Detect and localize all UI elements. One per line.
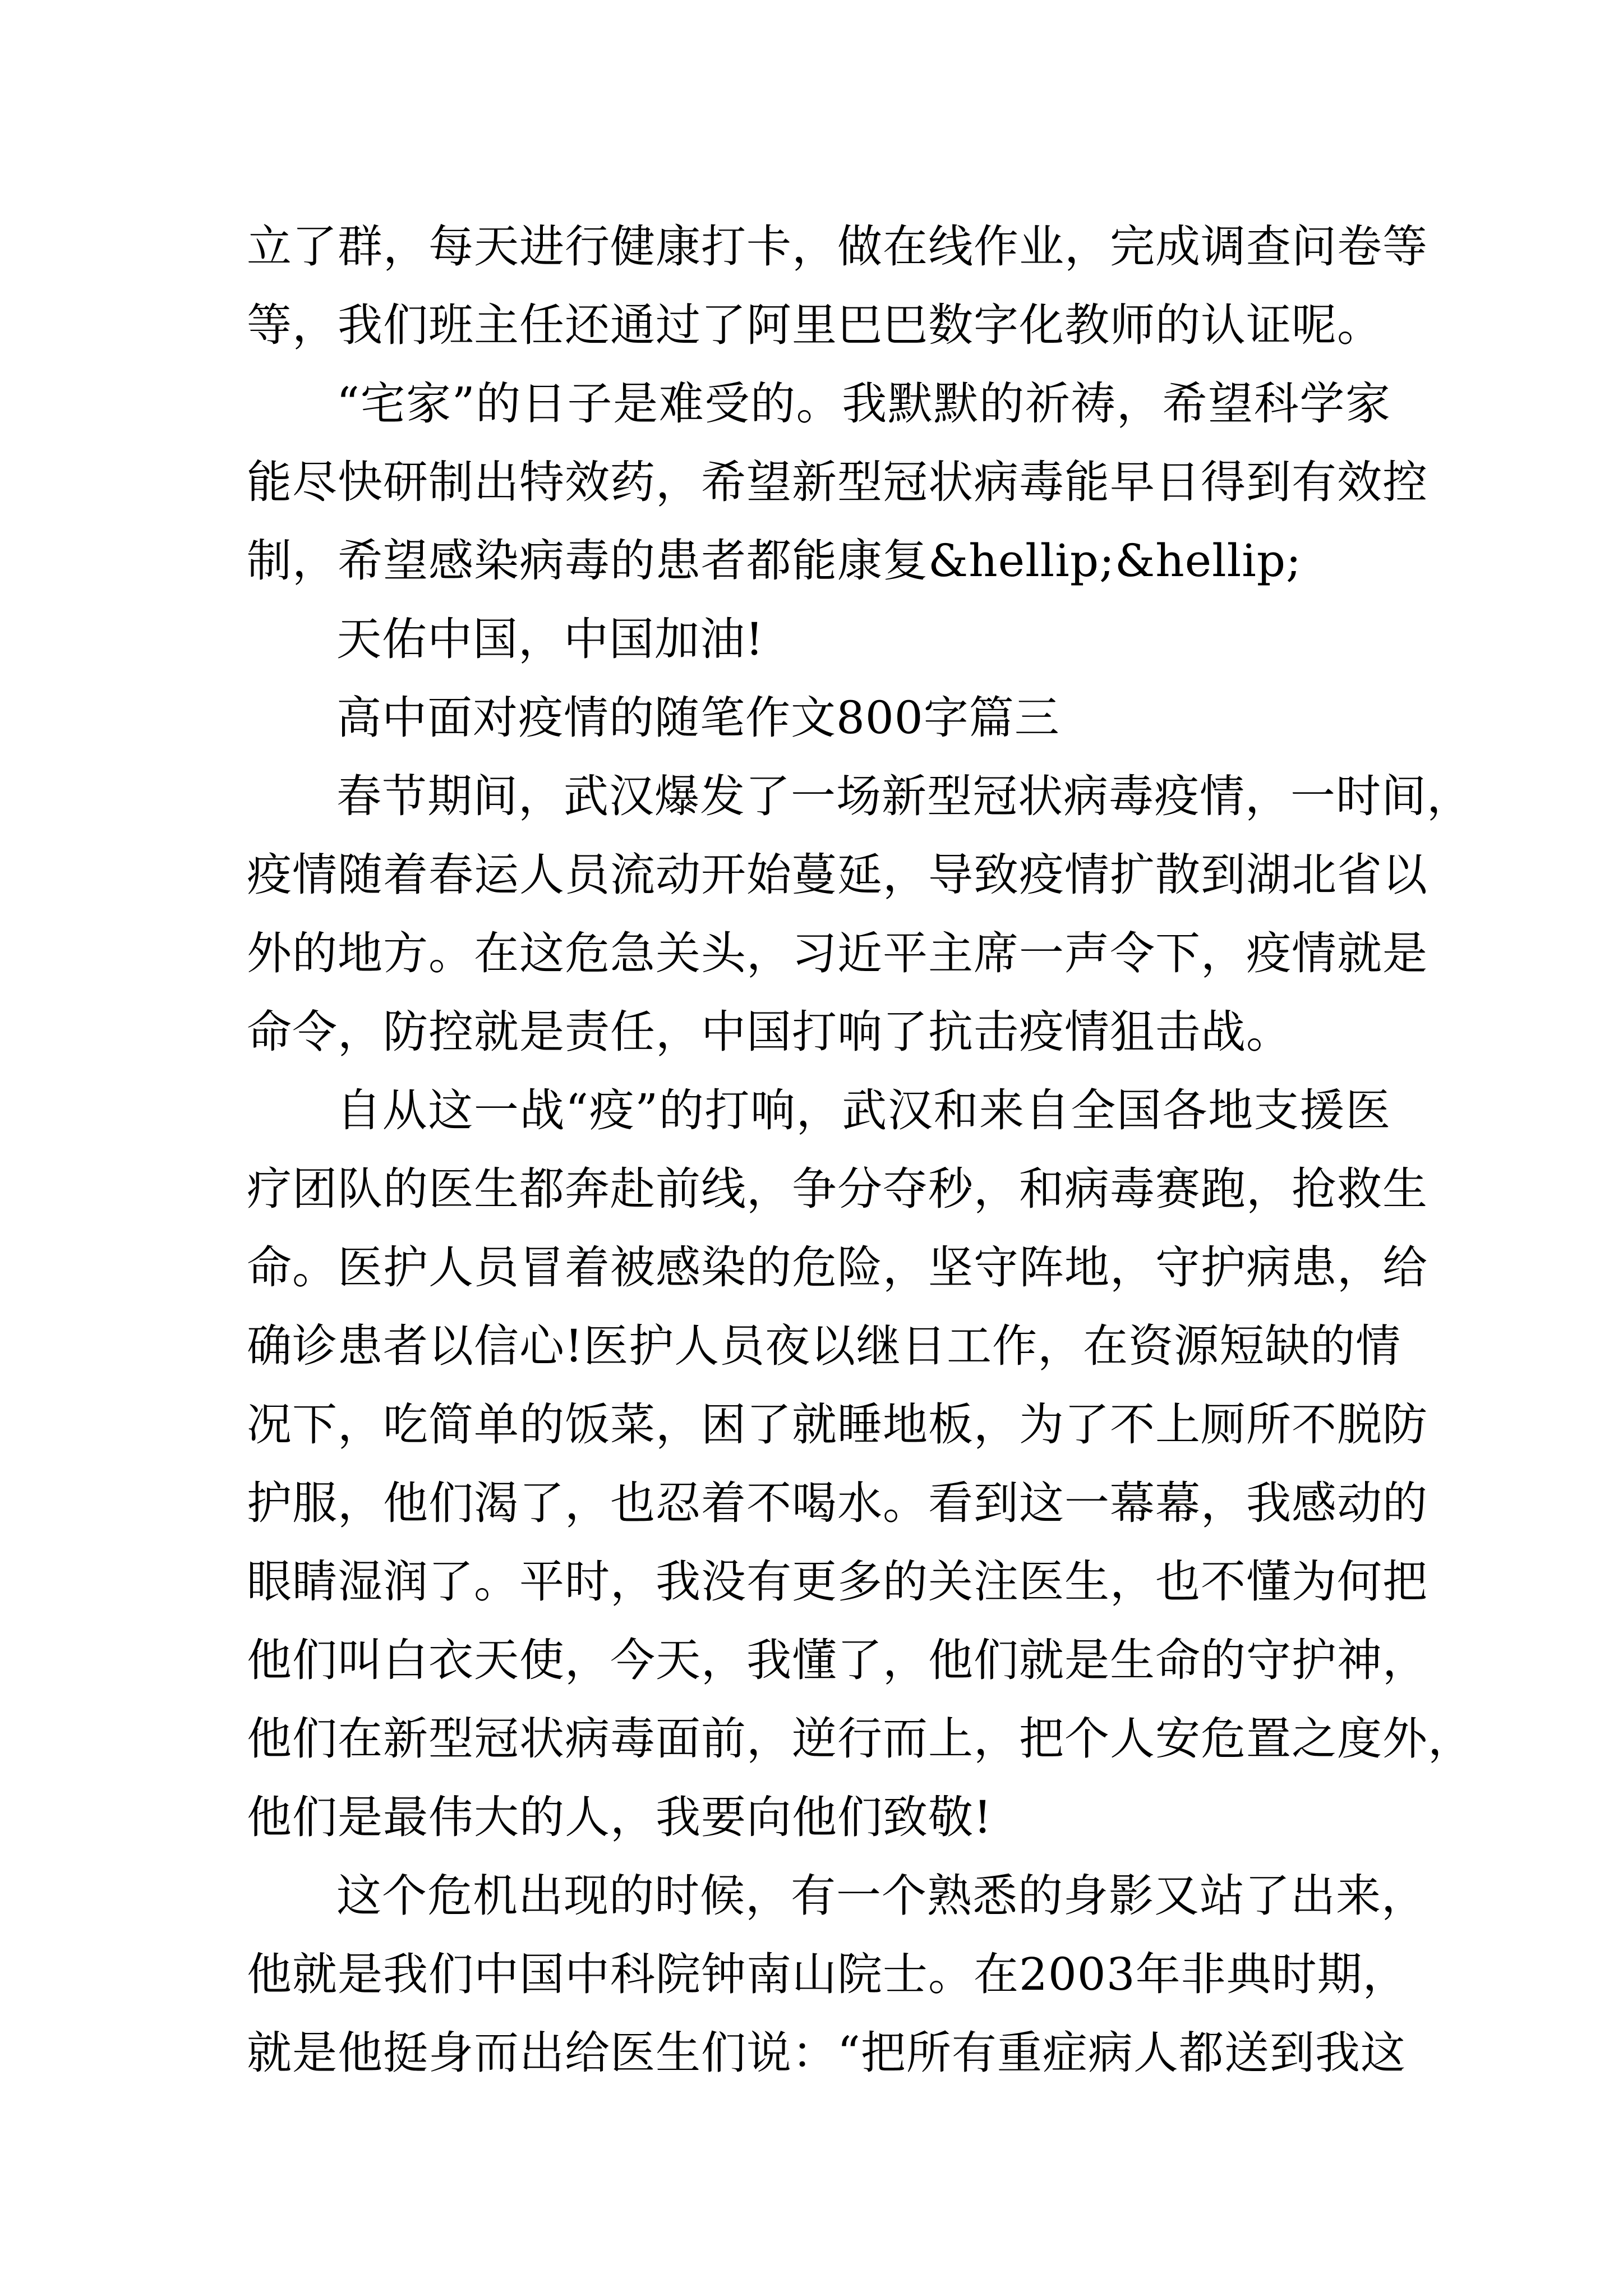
text-line: 疗团队的医生都奔赴前线，争分夺秒，和病毒赛跑，抢救生 bbox=[247, 1163, 1428, 1215]
text-line: 这个危机出现的时候，有一个熟悉的身影又站了出来， bbox=[336, 1870, 1427, 1922]
text-line: 立了群，每天进行健康打卡，做在线作业，完成调查问卷等 bbox=[247, 220, 1428, 273]
text-line: 命令，防控就是责任，中国打响了抗击疫情狙击战。 bbox=[247, 1006, 1292, 1058]
paragraph-spring-festival bbox=[247, 757, 1472, 1071]
paragraph-blessing bbox=[247, 600, 1391, 679]
text-line: 护服，他们渴了，也忍着不喝水。看到这一幕幕，我感动的 bbox=[247, 1477, 1428, 1529]
text-line: 况下，吃简单的饭菜，困了就睡地板，为了不上厕所不脱防 bbox=[247, 1398, 1428, 1451]
text-line: 等，我们班主任还通过了阿里巴巴数字化教师的认证呢。 bbox=[247, 299, 1382, 351]
document-body bbox=[247, 208, 1473, 2092]
text-line: 疫情随着春运人员流动开始蔓延，导致疫情扩散到湖北省以 bbox=[247, 849, 1428, 901]
text-line: 他们在新型冠状病毒面前，逆行而上，把个人安危置之度外， bbox=[247, 1713, 1473, 1765]
text-line: 天佑中国，中国加油! bbox=[336, 613, 764, 665]
text-line: 他就是我们中国中科院钟南山院士。在2003年非典时期， bbox=[247, 1948, 1408, 2000]
paragraph-group-chat-continuation bbox=[247, 208, 1428, 365]
text-line: 春节期间，武汉爆发了一场新型冠状病毒疫情，一时间， bbox=[336, 770, 1472, 822]
paragraph-staying-home bbox=[247, 365, 1428, 600]
text-line: 自从这一战“疫”的打响，武汉和来自全国各地支援医 bbox=[336, 1084, 1391, 1137]
section-title: 高中面对疫情的随笔作文800字篇三 bbox=[336, 692, 1060, 744]
text-line: 他们叫白衣天使，今天，我懂了，他们就是生命的守护神， bbox=[247, 1634, 1428, 1686]
text-line: 外的地方。在这危急关头，习近平主席一声令下，疫情就是 bbox=[247, 927, 1428, 979]
paragraph-zhong-nanshan bbox=[247, 1857, 1427, 2092]
text-line: 眼睛湿润了。平时，我没有更多的关注医生，也不懂为何把 bbox=[247, 1556, 1428, 1608]
text-line: 命。医护人员冒着被感染的危险，坚守阵地，守护病患，给 bbox=[247, 1241, 1428, 1294]
text-line: 就是他挺身而出给医生们说：“把所有重症病人都送到我这 bbox=[247, 2027, 1406, 2079]
text-line: “宅家”的日子是难受的。我默默的祈祷，希望科学家 bbox=[336, 378, 1391, 430]
text-line: 制，希望感染病毒的患者都能康复&hellip;&hellip; bbox=[247, 535, 1302, 587]
text-line: 确诊患者以信心!医护人员夜以继日工作，在资源短缺的情 bbox=[247, 1320, 1401, 1372]
section-heading bbox=[247, 679, 1391, 757]
text-line: 能尽快研制出特效药，希望新型冠状病毒能早日得到有效控 bbox=[247, 456, 1428, 508]
paragraph-medical-staff bbox=[247, 1071, 1473, 1857]
text-line: 他们是最伟大的人，我要向他们致敬! bbox=[247, 1791, 993, 1843]
